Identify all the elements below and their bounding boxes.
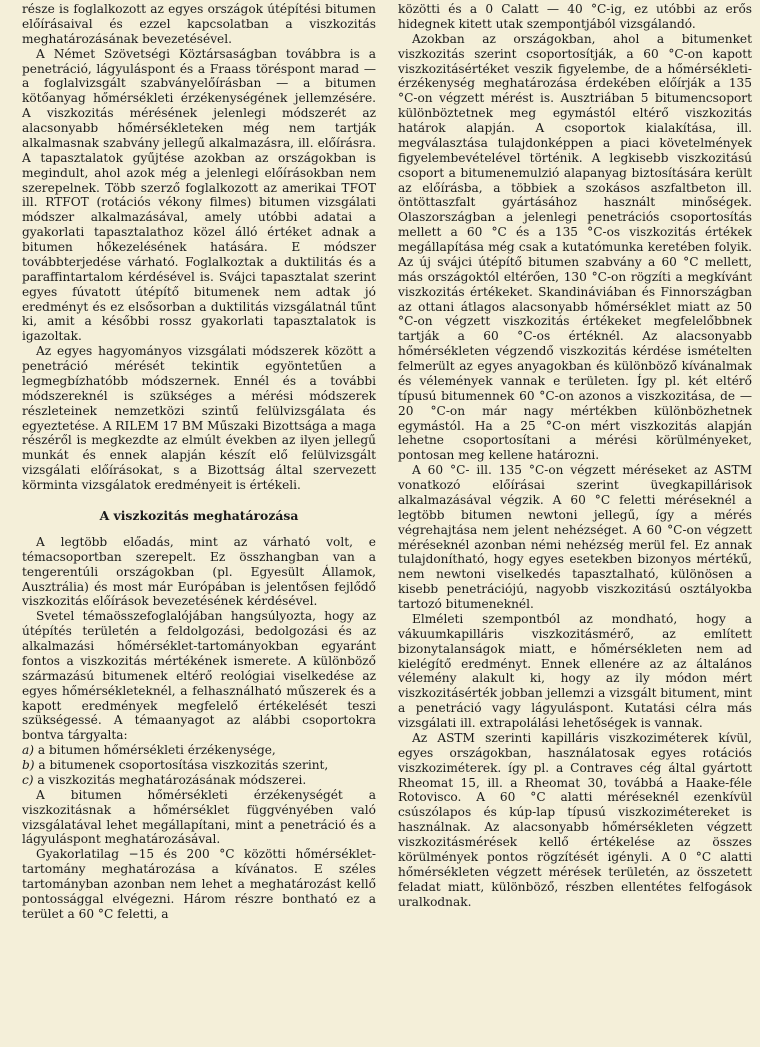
- list-item-text: a bitumen hőmérsékleti érzékenysége,: [37, 743, 276, 758]
- list-marker: a): [22, 743, 34, 758]
- paragraph: A bitumen hőmérsékleti érzékenységét a viszkozitásnak a hőmérséklet függvényében való vizsgálatával lehet megállapítani, mint a penetráció és a lágyuláspont meghatározásával.: [22, 787, 376, 847]
- paragraph: A 60 °C- ill. 135 °C-on végzett méréseket az ASTM vonatkozó előírásai szerint üvegkapillárisok alkalmazásával végzik. A 60 °C feletti méréseknél a legtöbb bitumen newtoni jellegű, így a mérés végrehajtása nem jelent nehézséget. A 60 °C-on végzett méréseknél azonban némi nehézség merül fel. Ez annak tulajdonítható, hogy egyes esetekben bizonyos mértékű, nem newtoni viselkedés tapasztalható, különösen a kisebb penetrációjú, nagyobb viszkozitású osztályokba tartozó bitumeneknél.: [398, 463, 752, 611]
- section-heading: A viszkozitás meghatározása: [99, 507, 299, 523]
- paragraph: Gyakorlatilag −15 és 200 °C közötti hőmérséklet-tartomány meghatározása a kívánatos. E széles tartományban azonban nem lehet a meghatározást kellő pontossággal elvégezni. Három részre bontható ez a terület a 60 °C feletti, a: [22, 847, 376, 921]
- list-item: [22, 758, 376, 773]
- left-column: [22, 2, 376, 1047]
- list-item: [22, 773, 376, 788]
- paragraph: Azokban az országokban, ahol a bitumenket viszkozitás szerint csoportosítják, a 60 °C-on kapott viszkozitásértéket veszik figyelembe, de a hőmérsékleti-érzékenység meghatározása érdekében előírják a 135 °C-on végzett mérést is. Ausztriában 5 bitumencsoport különböztetnek meg egymástól eltérő viszkozitás határok alapján. A csoportok kialakítása, ill. megválasztása tulajdonképpen a piaci követelmények figyelembevételével történik. A legkisebb viszkozitású csoport a bitumenemulzió alapanyag biztosítására került az előírásba, a többiek a szokásos aszfaltbeton ill. öntöttaszfalt gyártásához használt minőségek. Olaszországban a jelenlegi penetrációs csoportosítás mellett a 60 °C és a 135 °C-os viszkozitás értékek megállapítása még csak a kutatómunka keretében folyik. Az új svájci útépítő bitumen szabvány a 60 °C mellett, más országoktól eltérően, 130 °C-on rögzíti a megkívánt viszkozitás értékeket. Skandináviában és Finnországban az ottani átlagos alacsonyabb hőmérséklet miatt az 50 °C-on végzett viszkozitás értékeket megfelelőbbnek tartják a 60 °C-os értéknél. Az alacsonyabb hőmérsékleten végzendő viszkozitás kérdése ismételten felmerült az egyes anyagokban és különböző kívánalmak és vélemények vannak e területen. Így pl. két eltérő típusú bitumennek 60 °C-on azonos a viszkozitása, de — 20 °C-on már nagy mértékben különbözhetnek egymástól. Ha a 25 °C-on mért viszkozitás alapján lehetne csoportosítani a mérési körülményeket, pontosan meg kellene határozni.: [398, 31, 752, 463]
- list-item-text: a bitumenek csoportosítása viszkozitás szerint,: [38, 758, 329, 772]
- paragraph: Az egyes hagyományos vizsgálati módszerek között a penetráció mérését tekintik egyöntetűen a legmegbízhatóbb módszernek. Ennél és a további módszereknél is szükséges a mérési módszerek részleteinek nemzetközi szintű felülvizsgálata és egyeztetése. A RILEM 17 BM Műszaki Bizottsága a maga részéről is megkezdte az elmúlt években az ilyen jellegű munkát és ennek alapján készít elő felülvizsgált vizsgálati előírásokat, s a Bizottság által szervezett körminta vizsgálatok eredményeit is értékeli.: [22, 344, 376, 492]
- paragraph: Elméleti szempontból az mondható, hogy a vákuumkapilláris viszkozitásmérő, az említett bizonytalanságok miatt, e hőmérsékleten nem ad kielégítő eredményt. Ennek ellenére az az általános vélemény alakult ki, hogy az ily módon mért viszkozitásérték jobban jellemzi a vizsgált bitument, mint a penetráció vagy lágyuláspont. Kutatási célra más vizsgálati ill. extrapolálási lehetőségek is vannak.: [398, 611, 752, 730]
- paragraph: A legtöbb előadás, mint az várható volt, e témacsoportban szerepelt. Ez összhangban van a tengerentúli országokban (pl. Egyesült Államok, Ausztrália) és most már Európában is jelentősen fejlődő viszkozitás előírások bevezetésének kérdésével.: [22, 534, 376, 609]
- list-item: [22, 743, 376, 758]
- paragraph: része is foglalkozott az egyes országok útépítési bitumen előírásaival és ezzel kapcsolatban a viszkozitás meghatározásának bevezetésével.: [22, 2, 376, 46]
- paragraph: Az ASTM szerinti kapilláris viszkoziméterek kívül, egyes országokban, használatosak egyes rotációs viszkoziméterek. így pl. a Contraves cég által gyártott Rheomat 15, ill. a Rheomat 30, továbbá a Haake-féle Rotovisco. A 60 °C alatti méréseknél ezenkívül csúszólapos és kúp-lap típusú viszkozimétereket is használnak. Az alacsonyabb hőmérsékleten végzett viszkozitásmérések kellő értékelése az összes körülmények pontos rögzítését igényli. A 0 °C alatti hőmérsékleten végzett mérések területén, az összetett feladat miatt, különböző, részben ellentétes felfogások uralkodnak.: [398, 730, 752, 909]
- paragraph: közötti és a 0 Calatt — 40 °C-ig, ez utóbbi az erős hidegnek kitett utak szempontjából vizsgálandó.: [398, 2, 752, 31]
- list-marker: b): [22, 758, 35, 772]
- list-marker: c): [22, 772, 34, 787]
- paragraph: A Német Szövetségi Köztársaságban továbbra is a penetráció, lágyuláspont és a Fraass töréspont marad — a foglalvizsgált szabványelőírásban — a bitumen kötőanyag hőmérsékleti érzékenységének jellemzésére. A viszkozitás mérésének jelenlegi módszerét az alacsonyabb hőmérsékleteken még nem tartják alkalmasnak szabvány jellegű alkalmazásra, ill. előírásra. A tapasztalatok gyűjtése azokban az országokban is megindult, ahol azok még a jelenlegi előírásokban nem szerepelnek. Több szerző foglalkozott az amerikai TFOT ill. RTFOT (rotációs vékony filmes) bitumen vizsgálati módszer alkalmazásával, amely utóbbi adatai a gyakorlati tapasztalathoz közel álló értéket adnak a bitumen hőkezelésének hatására. E módszer továbbterjedése várható. Foglalkoztak a duktilitás és a paraffintartalom kérdésével is. Svájci tapasztalat szerint egyes fúvatott útépítő bitumenek nem adtak jó eredményt és ez elsősorban a duktilitás vizsgálatnál tűnt ki, amit a későbbi rossz gyakorlati tapasztalatok is igazoltak.: [22, 46, 376, 344]
- list-item-text: a viszkozitás meghatározásának módszerei.: [37, 772, 307, 787]
- right-column: [398, 2, 752, 1047]
- paragraph: Svetel témaösszefoglalójában hangsúlyozta, hogy az útépítés területén a feldolgozási, bedolgozási és az alkalmazási hőmérséklet-tartományokban egyaránt fontos a viszkozitás mértékének ismerete. A különböző származású bitumenek eltérő reológiai viselkedése az egyes hőmérsékleteknél, a felhasználható műszerek és a kapott eredmények megfelelő értékelését teszi szükségessé. A témaanyagot az alábbi csoportokra bontva tárgyalta:: [22, 609, 376, 743]
